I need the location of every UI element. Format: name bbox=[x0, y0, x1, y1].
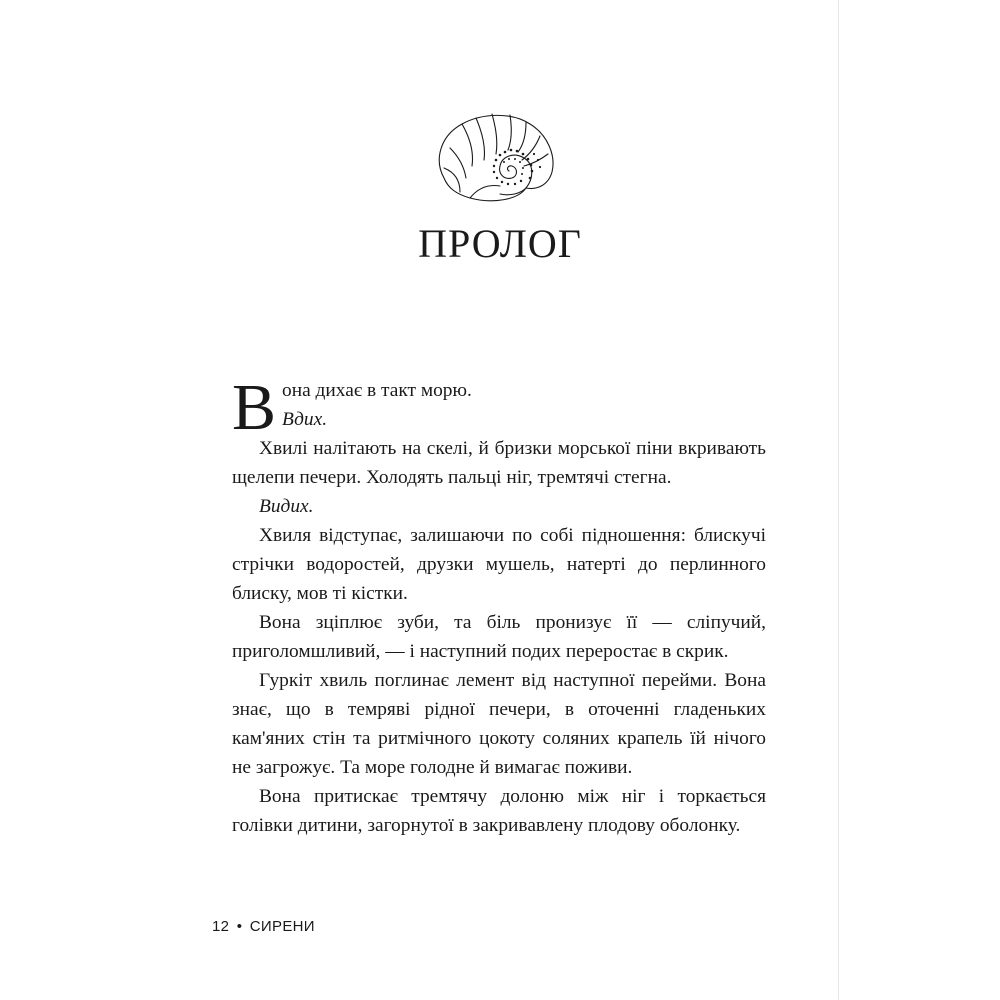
page-edge-divider bbox=[838, 0, 839, 1000]
paragraph: Гуркіт хвиль поглинає лемент від наступної перейми. Вона знає, що в темряві рідної печери, в оточенні гладеньких кам'яних стін та ритмічного цокоту соляних крапель їй нічого не загрожує. Та море голодне й вимагає поживи. bbox=[232, 670, 766, 778]
paragraph-inhale: Вдих. bbox=[282, 409, 328, 430]
chapter-title: ПРОЛОГ bbox=[418, 221, 582, 266]
chapter-body bbox=[232, 371, 766, 840]
drop-cap: В bbox=[232, 371, 277, 444]
paragraph: Вона притискає тремтячу долоню між ніг і торкається голівки дитини, загорнутої в закривавлену плодову оболонку. bbox=[232, 786, 766, 836]
paragraph: Хвиля відступає, залишаючи по собі підношення: блискучі стрічки водоростей, друзки мушель, натерті до перлинного блиску, мов ті кістки. bbox=[232, 525, 766, 604]
shell-icon bbox=[430, 108, 566, 208]
paragraph-text: она дихає в такт морю. bbox=[282, 380, 472, 401]
running-title: СИРЕНИ bbox=[249, 918, 315, 935]
paragraph: Вона зціплює зуби, та біль пронизує її — сліпучий, приголомшливий, — і наступний подих переростає в скрик. bbox=[232, 612, 766, 662]
paragraph: Хвилі налітають на скелі, й бризки морської піни вкривають щелепи печери. Холодять пальці ніг, тремтячі стегна. bbox=[232, 438, 766, 488]
page-number: 12 bbox=[212, 918, 230, 935]
page-footer bbox=[212, 918, 315, 935]
paragraph-exhale: Видих. bbox=[259, 496, 314, 517]
footer-separator: • bbox=[236, 918, 243, 935]
